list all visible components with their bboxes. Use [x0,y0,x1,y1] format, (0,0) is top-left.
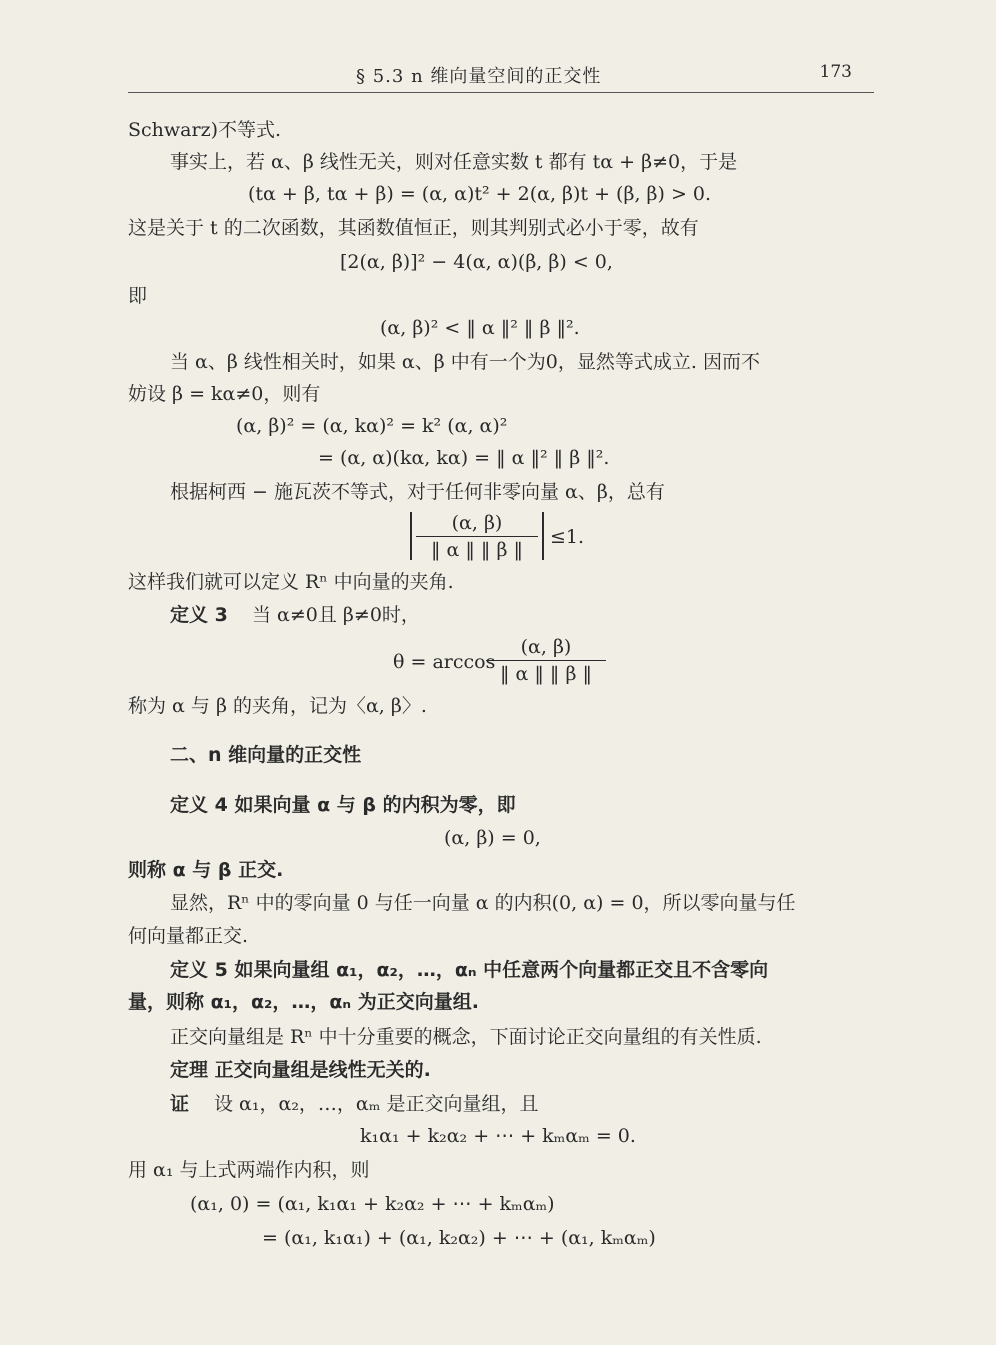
definition-5: 定义 5 如果向量组 α₁，α₂，…，αₙ 中任意两个向量都正交且不含零向 [170,959,769,981]
definition-4-conclusion: 则称 α 与 β 正交. [128,859,284,881]
fraction-denominator: ‖ α ‖ ‖ β ‖ [430,539,523,561]
text-line: 何向量都正交. [128,925,249,947]
section-heading: 二、n 维向量的正交性 [170,744,362,766]
fraction-cauchy-schwarz [416,512,538,561]
header-title: § 5.3 n 维向量空间的正交性 [356,66,602,87]
definition-4: 定义 4 如果向量 α 与 β 的内积为零，即 [170,794,516,816]
text-line: 设 α₁，α₂，…，αₘ 是正交向量组，且 [214,1093,539,1115]
text-line: 妨设 β = kα≠0，则有 [128,383,321,405]
proof-label: 证 [170,1093,190,1115]
fraction-numerator: (α, β) [416,512,538,537]
equation: (α, β)² = (α, kα)² = k² (α, α)² [236,415,508,437]
equation: = (α₁, k₁α₁) + (α₁, k₂α₂) + ⋯ + (α₁, kₘαₘ) [262,1227,656,1249]
abs-bar-left [410,512,412,560]
page-number: 173 [819,62,852,82]
fraction-denominator: ‖ α ‖ ‖ β ‖ [499,663,592,685]
equation: (α₁, 0) = (α₁, k₁α₁ + k₂α₂ + ⋯ + kₘαₘ) [190,1193,555,1215]
equation-prefix: θ = arccos [393,651,496,673]
fraction-angle [486,636,606,685]
equation: = (α, α)(kα, kα) = ‖ α ‖² ‖ β ‖². [318,447,610,469]
equation: (α, β)² < ‖ α ‖² ‖ β ‖². [380,317,580,339]
text-line: 当 α≠0且 β≠0时， [252,604,420,626]
definition-label: 定义 3 [170,604,228,626]
text-line: 当 α、β 线性相关时，如果 α、β 中有一个为0，显然等式成立. 因而不 [170,351,760,373]
inequality-suffix: ≤1. [550,526,585,548]
text-line: 显然，Rⁿ 中的零向量 0 与任一向量 α 的内积(0, α) = 0，所以零向量与任 [170,892,796,914]
definition-5-cont: 量，则称 α₁，α₂，…，αₙ 为正交向量组. [128,991,479,1013]
text-line: 这样我们就可以定义 Rⁿ 中向量的夹角. [128,571,454,593]
theorem: 定理 正交向量组是线性无关的. [170,1059,431,1081]
text-line: 即 [128,285,148,307]
text-line: 这是关于 t 的二次函数，其函数值恒正，则其判别式必小于零，故有 [128,217,699,239]
text-line: 事实上，若 α、β 线性无关，则对任意实数 t 都有 tα + β≠0，于是 [170,151,738,173]
equation: [2(α, β)]² − 4(α, α)(β, β) < 0, [340,251,613,273]
equation: (tα + β, tα + β) = (α, α)t² + 2(α, β)t + (β, β) > 0. [248,183,712,205]
running-header [128,62,874,93]
text-line: 称为 α 与 β 的夹角，记为〈α, β〉. [128,695,427,717]
text-line: 根据柯西 − 施瓦茨不等式，对于任何非零向量 α、β，总有 [170,481,665,503]
fraction-numerator: (α, β) [486,636,606,661]
abs-bar-right [542,512,544,560]
text-line: Schwarz)不等式. [128,119,282,141]
equation: (α, β) = 0, [444,827,541,849]
text-line: 正交向量组是 Rⁿ 中十分重要的概念，下面讨论正交向量组的有关性质. [170,1026,762,1048]
text-line: 用 α₁ 与上式两端作内积，则 [128,1159,370,1181]
equation: k₁α₁ + k₂α₂ + ⋯ + kₘαₘ = 0. [360,1125,636,1147]
